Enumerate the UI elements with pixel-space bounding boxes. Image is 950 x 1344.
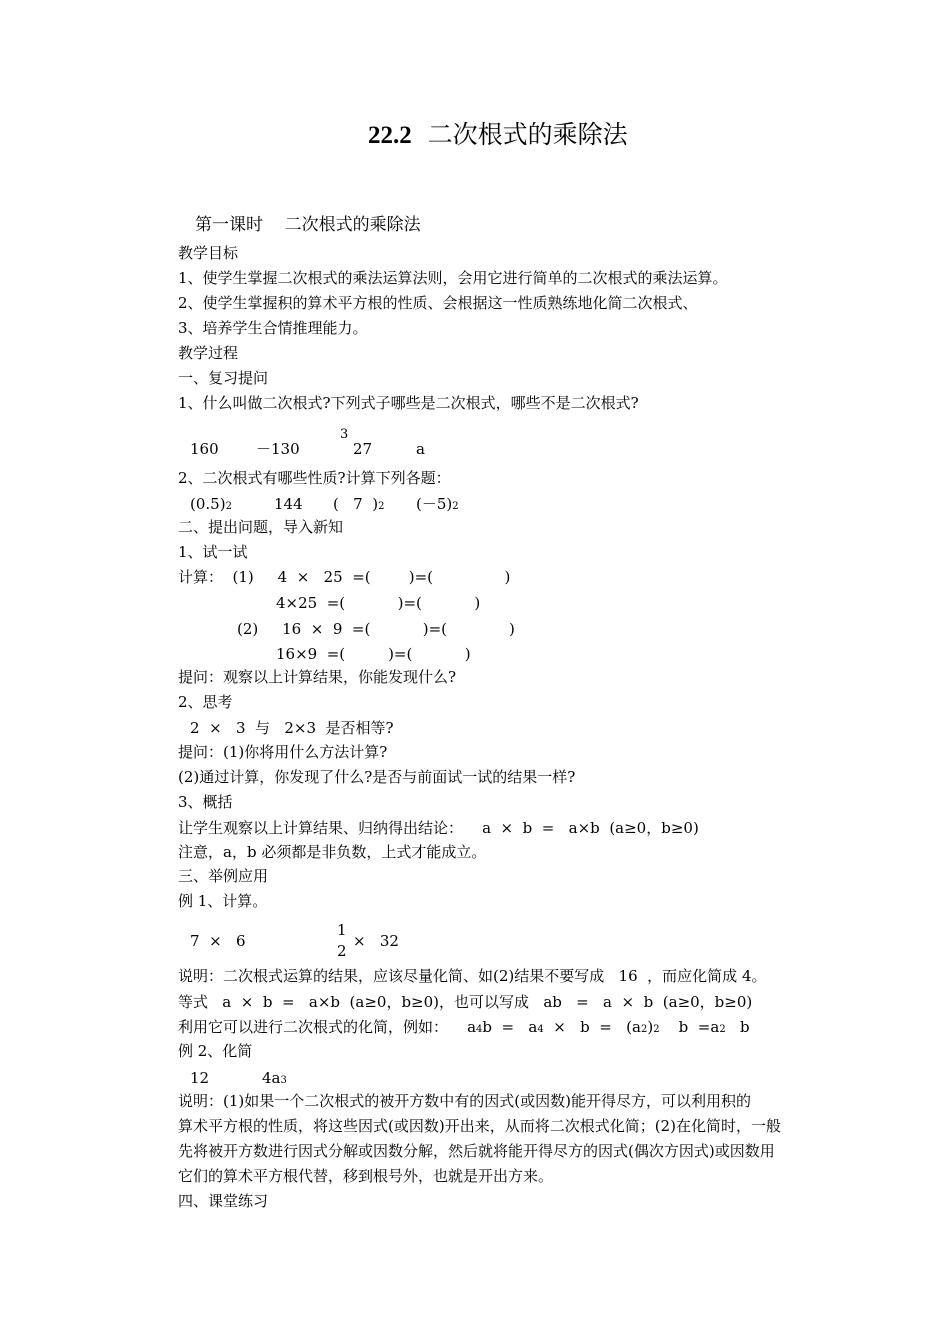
expr-0-5-squared: (0.5)2 <box>190 495 232 513</box>
text-line: 教学过程 <box>178 344 239 362</box>
text-line: 让学生观察以上计算结果、归纳得出结论： a × b = a×b (a≥0，b≥0) <box>178 819 699 837</box>
text-line: 2 × 3 与 2×3 是否相等? <box>190 719 394 737</box>
text-line: 等式 a × b = a×b (a≥0，b≥0)，也可以写成 ab = a × b (a≥0，b≥0) <box>178 993 753 1011</box>
text-line: 例 1、计算。 <box>178 892 268 910</box>
text-line: 2、思考 <box>178 693 233 711</box>
text-line: 教学目标 <box>178 244 239 262</box>
text-line: 2、二次根式有哪些性质?计算下列各题： <box>178 469 451 487</box>
text-line: 1、使学生掌握二次根式的乘法运算法则，会用它进行简单的二次根式的乘法运算。 <box>178 269 728 287</box>
expr-7-times-6: 7 × 6 <box>190 932 246 950</box>
text-line: 1、什么叫做二次根式?下列式子哪些是二次根式，哪些不是二次根式? <box>178 394 639 412</box>
text-line: 提问：(1)你将用什么方法计算? <box>178 743 388 761</box>
expr-a: a <box>416 440 425 458</box>
fraction-numerator: 1 <box>337 921 347 939</box>
lesson-subtitle: 第一课时 二次根式的乘除法 <box>195 215 421 235</box>
expr-27: 27 <box>353 440 373 458</box>
fraction-denominator: 2 <box>337 942 347 960</box>
text-line: 计算： (1) 4 × 25 =( )=( ) <box>178 568 511 586</box>
expr-12: 12 <box>190 1069 210 1087</box>
text-line: 2、使学生掌握积的算术平方根的性质、会根据这一性质熟练地化简二次根式、 <box>178 294 698 312</box>
text-line: 4×25 =( )=( ) <box>276 594 481 612</box>
expr-root7-squared: ( 7 )2 <box>333 495 385 513</box>
cube-root-index: 3 <box>340 427 349 442</box>
text-line: 利用它可以进行二次根式的化简，例如： a4b = a4 × b = (a2)2 b =a2 b <box>178 1018 750 1036</box>
text-line: 例 2、化简 <box>178 1042 253 1060</box>
text-line: 3、概括 <box>178 793 233 811</box>
text-line: (2)通过计算，你发现了什么?是否与前面试一试的结果一样? <box>178 768 576 786</box>
text-line: 四、课堂练习 <box>178 1192 269 1210</box>
text-line: 说明：二次根式运算的结果，应该尽量化简、如(2)结果不要写成 16 ，而应化简成 4。 <box>178 967 767 985</box>
text-line: 它们的算术平方根代替，移到根号外，也就是开出方来。 <box>178 1167 554 1185</box>
text-line: 一、复习提问 <box>178 369 269 387</box>
expr-minus5-squared: (－5)2 <box>416 495 459 513</box>
expr-144: 144 <box>274 495 303 513</box>
text-line: 三、举例应用 <box>178 867 269 885</box>
expr-minus-130: －130 <box>256 440 300 458</box>
expr-times-32: × 32 <box>353 932 399 950</box>
text-line: 先将被开方数进行因式分解或因数分解，然后就将能开得尽方的因式(偶次方因式)或因数用 <box>178 1142 775 1160</box>
text-line: 注意，a，b 必须都是非负数，上式才能成立。 <box>178 843 487 861</box>
text-line: 3、培养学生合情推理能力。 <box>178 319 368 337</box>
text-line: 说明：(1)如果一个二次根式的被开方数中有的因式(或因数)能开得尽方，可以利用积的 <box>178 1092 751 1110</box>
text-line: 算术平方根的性质，将这些因式(或因数)开出来，从而将二次根式化简；(2)在化简时，一般 <box>178 1117 781 1135</box>
expr-4a-cubed: 4a3 <box>262 1069 287 1087</box>
text-line: 1、试一试 <box>178 543 248 561</box>
page-title: 22.2 二次根式的乘除法 <box>368 120 628 149</box>
text-line: 16×9 =( )=( ) <box>276 645 471 663</box>
text-line: 提问：观察以上计算结果，你能发现什么? <box>178 668 457 686</box>
text-line: (2) 16 × 9 =( )=( ) <box>237 620 515 638</box>
text-line: 二、提出问题，导入新知 <box>178 518 344 536</box>
expr-160: 160 <box>190 440 219 458</box>
